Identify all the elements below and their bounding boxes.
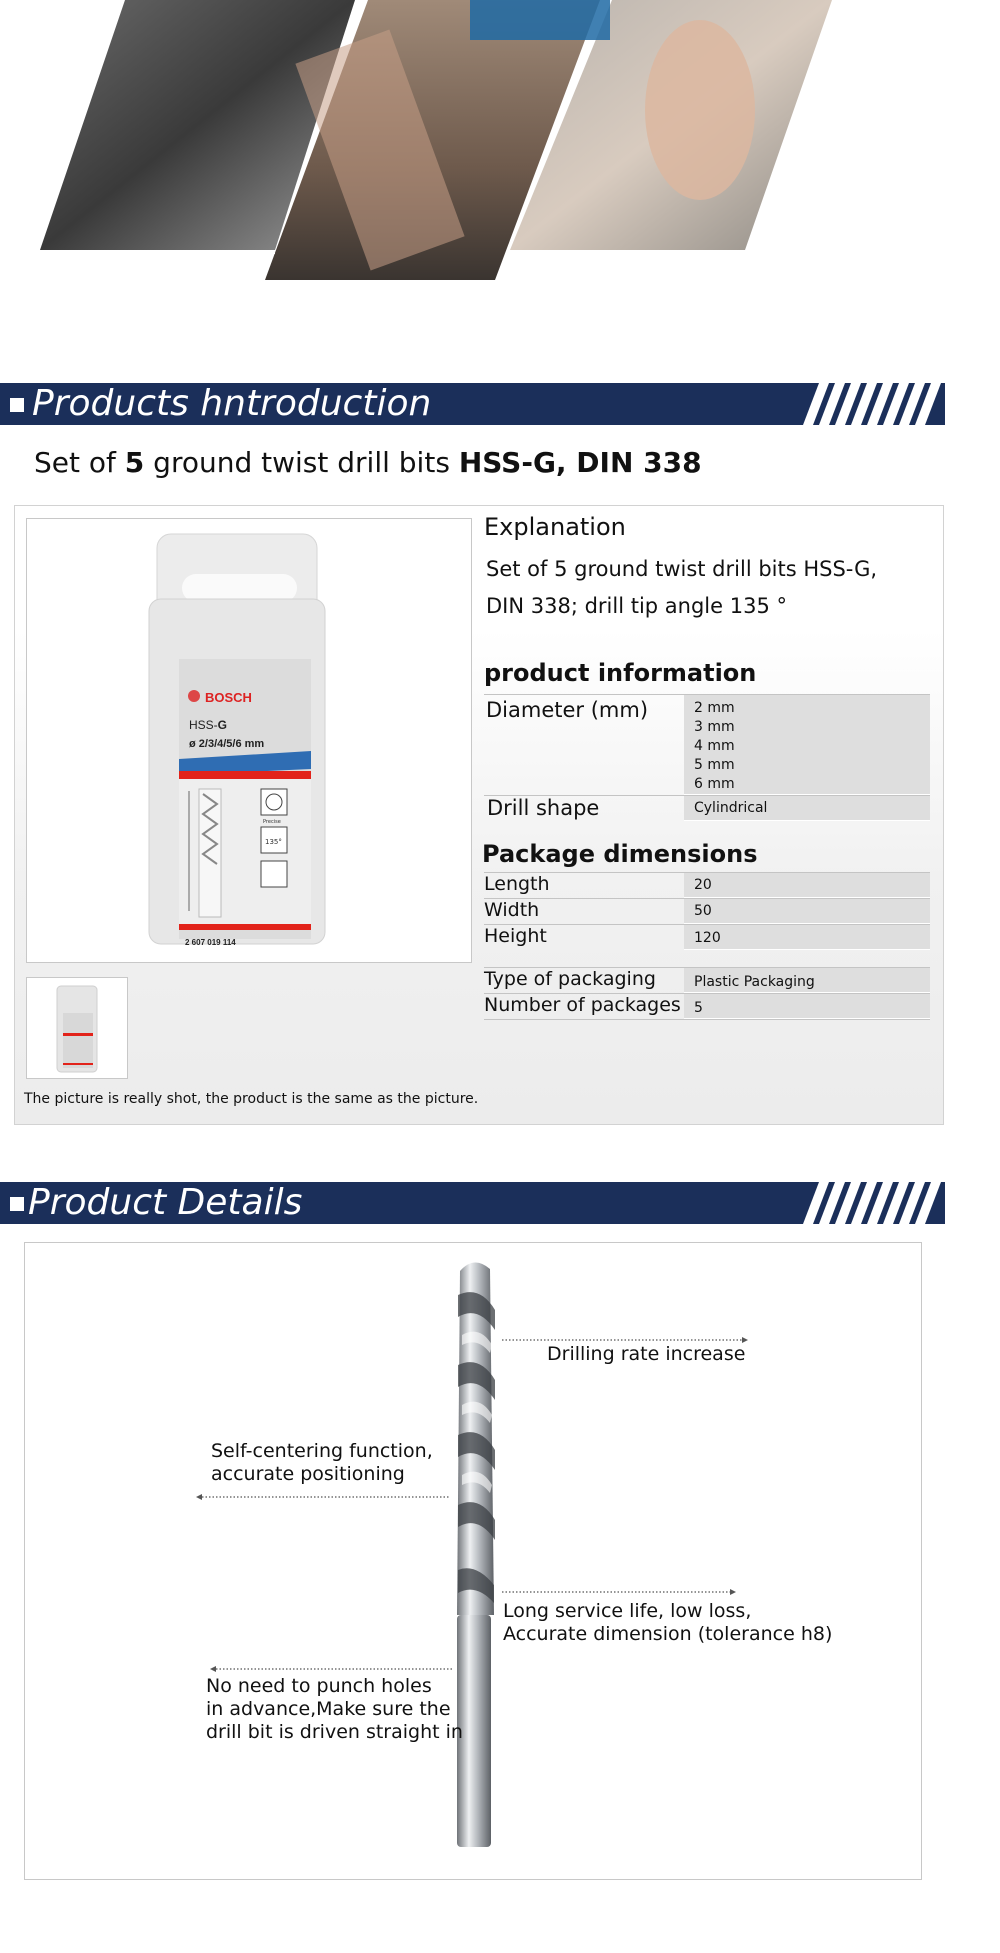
height-label: Height [484, 925, 547, 947]
series-bold-text: G [217, 718, 228, 732]
series-text: HSS- [189, 718, 218, 732]
annotation-line: Self-centering function, [211, 1440, 433, 1462]
height-value: 120 [694, 930, 721, 946]
annotation-line: Long service life, low loss, [503, 1600, 752, 1622]
diameter-value: 5 mm [694, 757, 735, 773]
length-value: 20 [694, 877, 712, 893]
sizes-text: ø 2/3/4/5/6 mm [189, 738, 265, 750]
annotation-line: in advance,Make sure the [206, 1698, 451, 1720]
image-caption: The picture is really shot, the product is the same as the picture. [24, 1091, 479, 1107]
annotation-line: Accurate dimension (tolerance h8) [503, 1623, 833, 1645]
annotation-no-punch [206, 1675, 463, 1744]
diameter-label: Diameter (mm) [486, 698, 649, 722]
product-subtitle: Set of 5 ground twist drill bits HSS-G, DIN 338 [34, 446, 702, 479]
product-info-title: product information [484, 659, 757, 687]
annotation-self-centering [211, 1440, 433, 1486]
section-title: Products hntroduction [32, 383, 432, 424]
diameter-value: 2 mm [694, 700, 735, 716]
drill-shape-value: Cylindrical [694, 800, 768, 816]
annotation-line: No need to punch holes [206, 1675, 432, 1697]
package-count-value: 5 [694, 1000, 703, 1016]
diameter-value: 6 mm [694, 776, 735, 792]
annotation-drilling-rate: Drilling rate increase [547, 1343, 746, 1365]
width-label: Width [484, 899, 540, 921]
packaging-type-value: Plastic Packaging [694, 974, 815, 990]
packaging-type-label: Type of packaging [484, 968, 656, 990]
diameter-value: 3 mm [694, 719, 735, 735]
brand-logo-text: BOSCH [205, 690, 252, 705]
annotation-service-life [503, 1600, 832, 1646]
precise-label: Precise [263, 819, 281, 825]
annotation-line: drill bit is driven straight in [206, 1721, 463, 1743]
explanation-line-1: Set of 5 ground twist drill bits HSS-G, [486, 557, 878, 581]
part-number-text: 2 607 019 114 [185, 938, 236, 947]
width-value: 50 [694, 903, 712, 919]
angle-label: 135° [265, 838, 282, 846]
annotation-line: accurate positioning [211, 1463, 405, 1485]
diameter-value: 4 mm [694, 738, 735, 754]
section-title: Product Details [28, 1182, 303, 1223]
explanation-line-2: DIN 338; drill tip angle 135 ° [486, 594, 787, 618]
length-label: Length [484, 873, 550, 895]
package-count-label: Number of packages [484, 994, 681, 1016]
package-dimensions-title: Package dimensions [482, 840, 758, 868]
explanation-title: Explanation [484, 513, 626, 541]
drill-shape-label: Drill shape [487, 796, 600, 820]
